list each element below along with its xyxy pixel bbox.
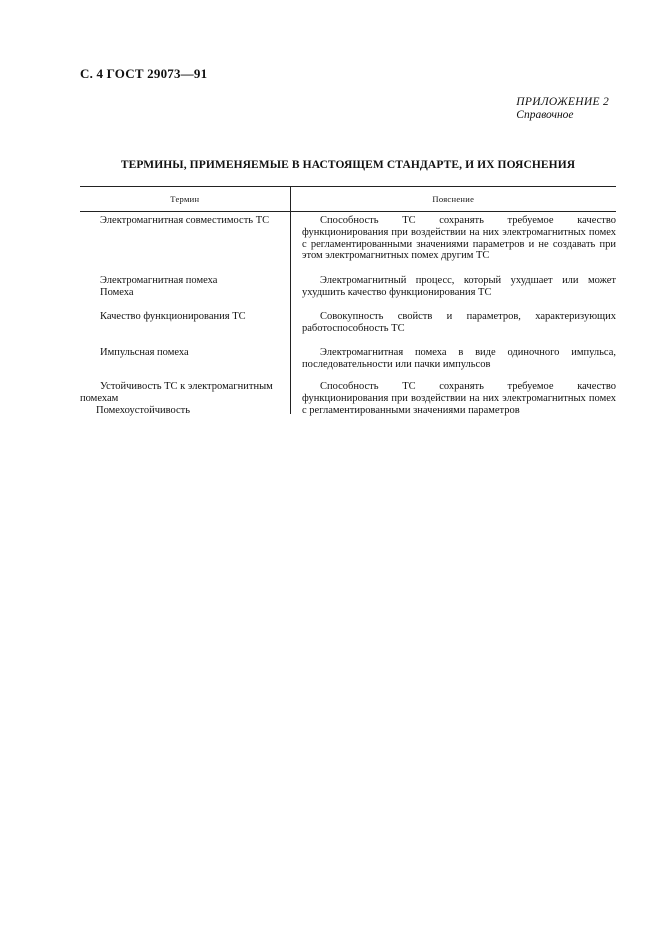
term-cell <box>80 311 290 347</box>
term-cell <box>80 347 290 381</box>
explanation-text: Электромагнитный процесс, который ухудшает или может ухудшить качество функционирования ТС <box>302 275 616 298</box>
explanation-text: Способность ТС сохранять требуемое качество функционирования при воздействии на них электромагнитных помех с регламентированными значениями параметров и не создавать при этом электромагнитных помех другим ТС <box>302 215 616 262</box>
term-cell <box>80 215 290 275</box>
term-text: Устойчивость ТС к электромагнитным <box>100 381 273 392</box>
term-cell <box>80 275 290 311</box>
term-text: Качество функционирования ТС <box>100 311 246 322</box>
term-synonym: Помеха <box>100 286 134 298</box>
term-text-continuation: помехам <box>80 392 119 404</box>
explanation-cell <box>290 347 616 381</box>
term-text: Электромагнитная помеха <box>100 275 218 286</box>
appendix-type: Справочное <box>516 109 574 121</box>
explanation-cell <box>290 275 616 311</box>
term-cell <box>80 381 290 421</box>
term-text: Электромагнитная совместимость ТС <box>100 215 270 226</box>
header-term: Термин <box>80 187 291 211</box>
header-explanation: Пояснение <box>432 194 475 204</box>
appendix-label-block <box>516 96 609 122</box>
document-title: ТЕРМИНЫ, ПРИМЕНЯЕМЫЕ В НАСТОЯЩЕМ СТАНДАРТЕ, И ИХ ПОЯСНЕНИЯ <box>120 159 576 171</box>
page-header: С. 4 ГОСТ 29073—91 <box>80 66 208 81</box>
terms-table <box>80 186 616 421</box>
explanation-cell <box>290 381 616 421</box>
table-body <box>80 212 616 421</box>
table-row <box>80 381 616 421</box>
explanation-text: Электромагнитная помеха в виде одиночного импульса, последовательности или пачки импульсов <box>302 347 616 370</box>
table-row <box>80 275 616 311</box>
explanation-cell <box>290 215 616 275</box>
appendix-label: ПРИЛОЖЕНИЕ 2 <box>516 96 609 108</box>
term-synonym: Помехоустойчивость <box>96 404 191 416</box>
term-text: Импульсная помеха <box>100 347 189 358</box>
table-row <box>80 215 616 275</box>
table-row <box>80 311 616 347</box>
explanation-text: Способность ТС сохранять требуемое качество функционирования при воздействии на них электромагнитных помех с регламентированными значениями параметров <box>302 381 616 416</box>
explanation-cell <box>290 311 616 347</box>
table-row <box>80 347 616 381</box>
table-header-row <box>80 187 616 211</box>
explanation-text: Совокупность свойств и параметров, характеризующих работоспособность ТС <box>302 311 616 334</box>
